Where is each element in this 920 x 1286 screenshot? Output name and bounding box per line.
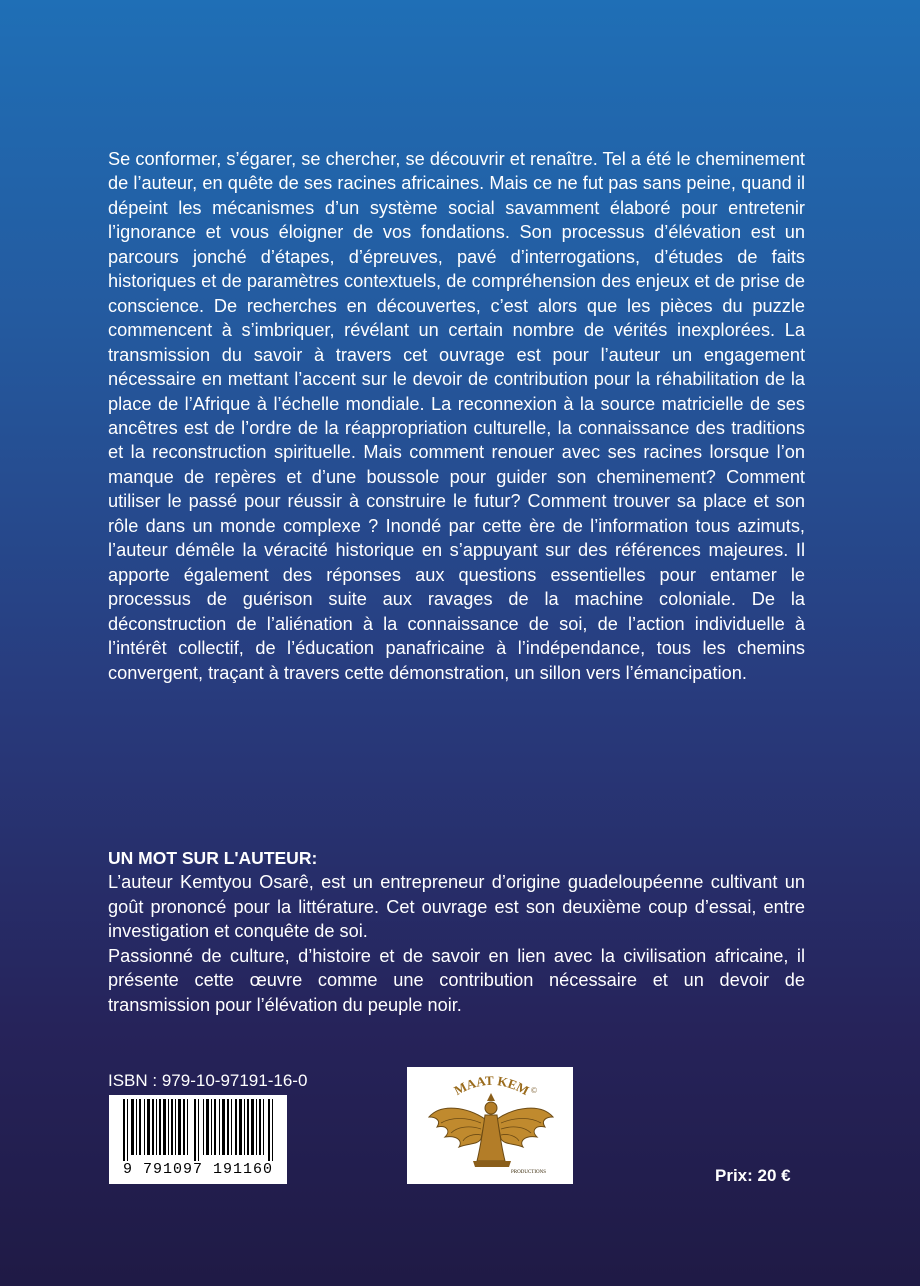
barcode-bars	[109, 1095, 287, 1161]
isbn-label: ISBN : 979-10-97191-16-0	[108, 1071, 308, 1090]
author-paragraph-2: Passionné de culture, d’histoire et de savoir en lien avec la civilisation africaine, il présente cette œuvre comme une contribution nécessaire et un devoir de transmission pour l’élévation du peuple noir.	[108, 945, 805, 1015]
author-section-heading: UN MOT SUR L'AUTEUR:	[108, 848, 318, 868]
book-summary: Se conformer, s’égarer, se chercher, se découvrir et renaître. Tel a été le cheminement de l’auteur, en quête de ses racines africaines. Mais ce ne fut pas sans peine, quand il dépeint les mécanismes d’un système social savamment élaboré pour entretenir l’ignorance et vous éloigner de vos fondations. Son processus d’élévation est un parcours jonché d’étapes, d’épreuves, pavé d’interrogations, d’études de faits historiques et de paramètres contextuels, de compréhension des enjeux et de prise de conscience. De recherches en découvertes, c’est alors que les pièces du puzzle commencent à s’imbriquer, révélant un certain nombre de vérités inexplorées. La transmission du savoir à travers cet ouvrage est pour l’auteur un engagement nécessaire en mettant l’accent sur le devoir de contribution pour la réhabilitation de la place de l’Afrique à l’échelle mondiale. La reconnexion à la source matricielle de ses ancêtres est de l’ordre de la réappropriation culturelle, la connaissance des traditions et la reconstruction spirituelle. Mais comment renouer avec ses racines lorsque l’on manque de repères et d’une boussole pour guider son cheminement? Comment utiliser le passé pour réussir à construire le futur? Comment trouver sa place et son rôle dans un monde complexe ? Inondé par cette ère de l’information tous azimuts, l’auteur démêle la véracité historique en s’appuyant sur des références majeures. Il apporte également des réponses aux questions essentielles pour entamer le processus de guérison suite aux ravages de la machine coloniale. De la déconstruction de l’aliénation à la connaissance de soi, de l’action individuelle à l’intérêt collectif, de l’éducation panafricaine à l’indépendance, tous les chemins convergent, traçant à travers cette démonstration, un sillon vers l’émancipation.	[108, 149, 805, 683]
barcode	[109, 1095, 287, 1184]
barcode-digits: 9 791097 191160	[122, 1161, 274, 1178]
logo-text: MAAT KEM	[451, 1072, 532, 1099]
price-label: Prix: 20 €	[715, 1166, 791, 1185]
logo-copyright-mark: ©	[531, 1086, 538, 1095]
author-section	[108, 870, 805, 1017]
winged-figure-logo-icon	[407, 1067, 573, 1184]
publisher-logo	[407, 1067, 573, 1184]
author-paragraph-1: L’auteur Kemtyou Osarê, est un entrepreneur d’origine guadeloupéenne cultivant un goût prononcé pour la littérature. Cet ouvrage est son deuxième coup d’essai, entre investigation et conquête de soi.	[108, 872, 805, 941]
logo-subtext: PRODUCTIONS	[511, 1170, 547, 1175]
